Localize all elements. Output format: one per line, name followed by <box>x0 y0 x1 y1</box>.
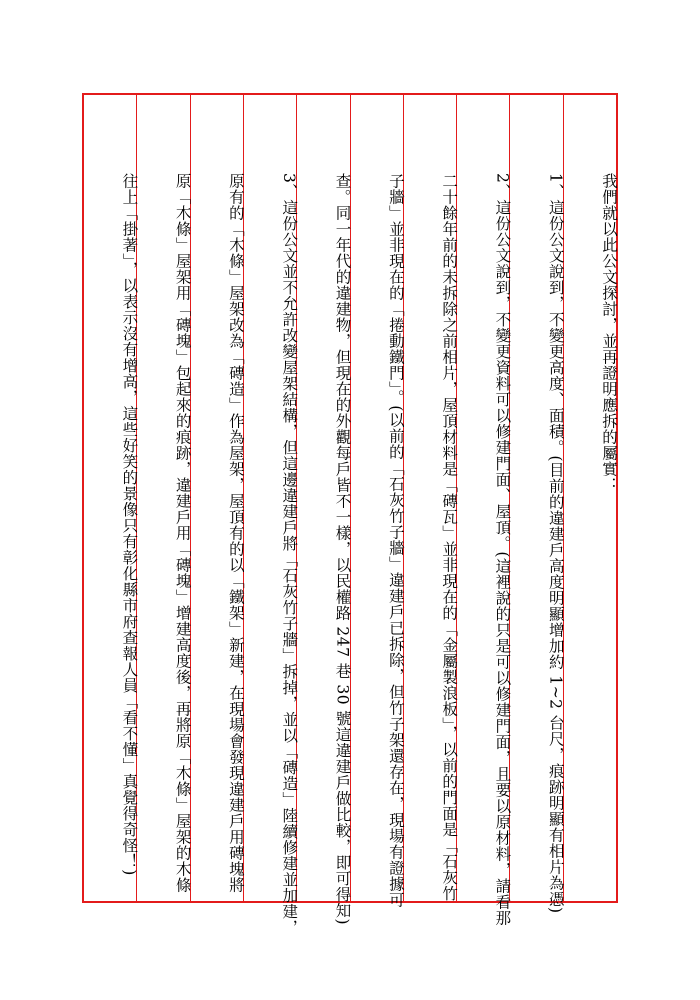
column-text: 我們就以此公文探討，並再證明應拆的屬實： <box>600 173 618 493</box>
text-column <box>296 95 352 926</box>
column-text: 二十餘年前的未拆除之前相片，屋頂材料是「磚瓦」並非現在的「金屬製浪板」，以前的門面是「石灰竹 <box>440 173 459 902</box>
column-text: 子牆」並非現在的「捲動鐵門」。(以前的「石灰竹子牆」違建戶已拆除，但竹子架還存在，現場有證據可 <box>386 173 405 908</box>
column-text: 2、這份公文說到，不變更資料可以修建門面、屋頂。(這裡說的只是可以修建門面，且要以原材料，請看那 <box>493 173 512 926</box>
column-text: 查。同一年代的違建物，但現在的外觀每戶皆不一樣，以民權路 247 巷 30 號這違建戶做比較，即可得知) <box>333 173 352 926</box>
text-column <box>243 95 299 936</box>
text-column <box>190 95 243 901</box>
text-column <box>84 95 139 901</box>
text-column <box>350 95 405 908</box>
column-text: 原「木條」屋架用「磚塊」包起來的痕跡，違建戶用「磚塊」增建高度後，再將原「木條」屋架的木條 <box>173 173 192 893</box>
column-text: 往上「掛著」，以表示沒有增高，這些好笑的景像只有彰化縣市府查報人員「看不懂」真覺得奇怪！) <box>120 173 139 876</box>
column-text: 原有的「木條」屋架改為「磚造」作為屋架，屋頂有的以「鐵架」新建，在現場會發現違建戶用磚塊將 <box>226 173 245 893</box>
text-column <box>403 95 459 902</box>
document-page <box>82 93 618 936</box>
text-column <box>136 95 192 901</box>
text-column <box>456 95 512 926</box>
text-column <box>563 95 616 901</box>
text-column <box>509 95 565 914</box>
column-text: 1、這份公文說到，不變更高度、面積。(目前的違建戶高度明顯增加約 1~2 台尺，痕跡明顯有相片為憑) <box>546 173 565 914</box>
column-text: 3、這份公文並不允許改變屋架結構，但這邊違建戶將「石灰竹子牆」拆掉，並以「磚造」陸續修建並加建， <box>280 173 299 936</box>
